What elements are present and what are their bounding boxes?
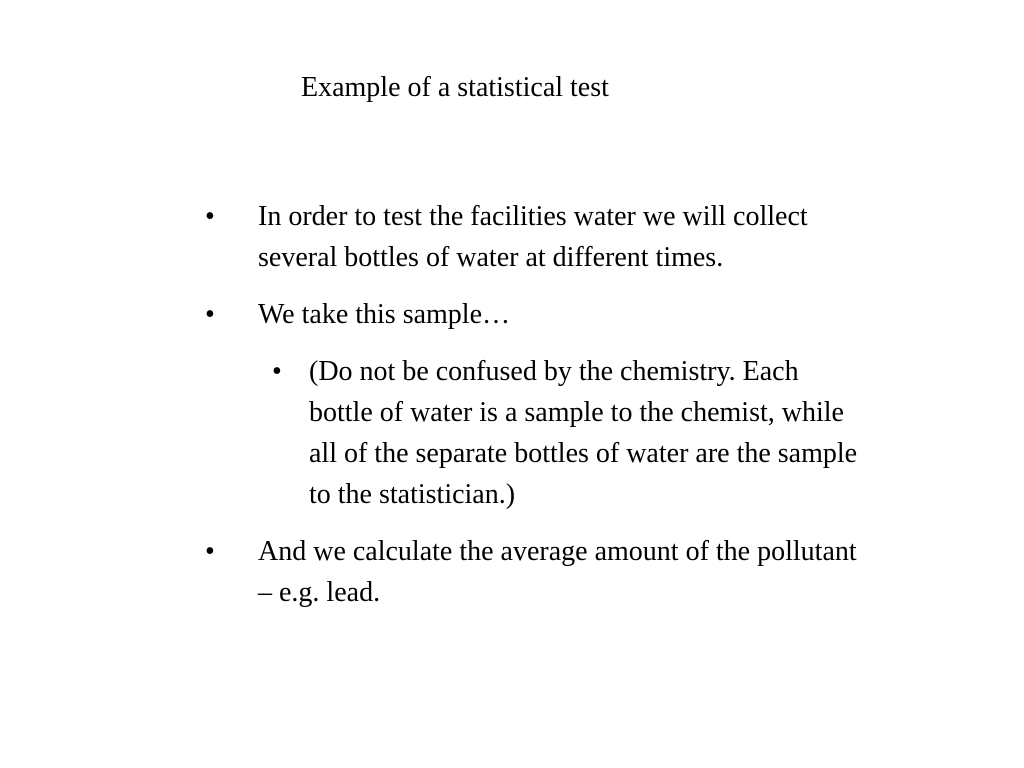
bullet-text: And we calculate the average amount of the pollutant – e.g. lead.: [258, 536, 857, 608]
slide-title: Example of a statistical test: [301, 72, 609, 103]
bullet-marker: •: [272, 356, 282, 387]
bullet-item: [205, 196, 885, 278]
bullet-marker: •: [205, 536, 215, 567]
bullet-text: In order to test the facilities water we will collect several bottles of water at different times.: [258, 201, 808, 273]
bullet-marker: •: [205, 299, 215, 330]
bullet-marker: •: [205, 201, 215, 232]
bullet-text: We take this sample…: [258, 299, 511, 330]
bullet-text: (Do not be confused by the chemistry. Each bottle of water is a sample to the chemist, while all of the separate bottles of water are the sample to the statistician.): [309, 356, 858, 510]
bullet-item: [205, 531, 885, 613]
sub-bullet-item: [272, 351, 885, 515]
bullet-list: [205, 196, 885, 629]
bullet-item: [205, 294, 885, 335]
